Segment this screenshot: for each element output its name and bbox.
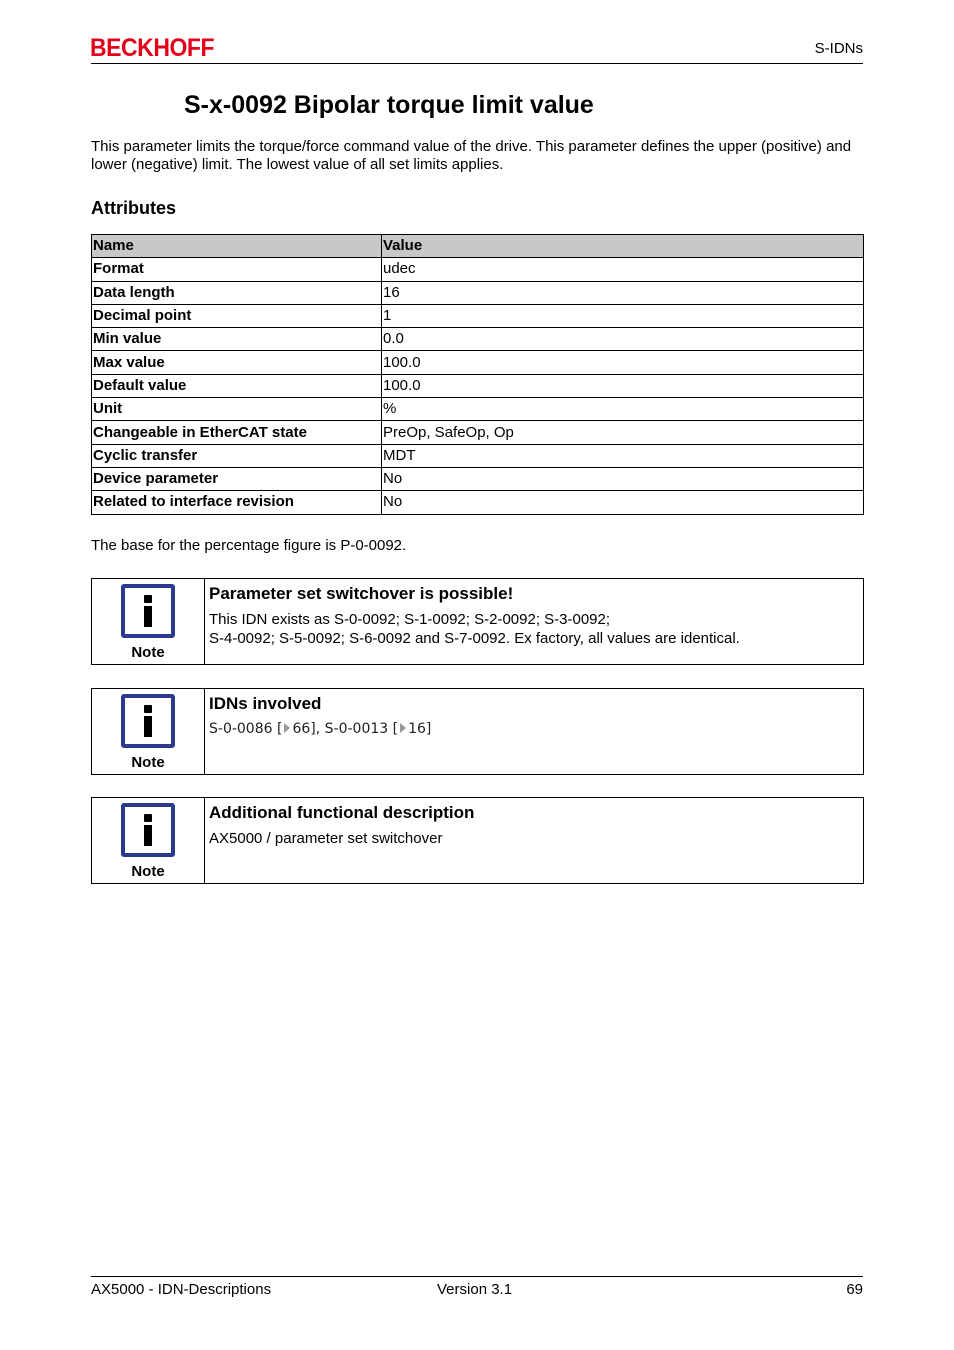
page-number: 69 bbox=[846, 1281, 863, 1298]
table-row bbox=[92, 467, 864, 490]
idn-ref-s-0-0013[interactable]: , S-0-0013 [ 16] bbox=[315, 721, 432, 737]
percentage-base-note: The base for the percentage figure is P-0-0092. bbox=[91, 537, 407, 554]
table-row bbox=[92, 351, 864, 374]
note-icon-cell bbox=[92, 798, 205, 883]
table-row bbox=[92, 491, 864, 514]
note-icon-cell bbox=[92, 579, 205, 664]
attribute-name: Format bbox=[92, 258, 382, 281]
attribute-value: udec bbox=[382, 258, 864, 281]
attribute-value: 1 bbox=[382, 304, 864, 327]
attribute-value: % bbox=[382, 398, 864, 421]
column-header-value: Value bbox=[382, 235, 864, 258]
attribute-name: Cyclic transfer bbox=[92, 444, 382, 467]
info-icon bbox=[121, 584, 175, 638]
table-row bbox=[92, 421, 864, 444]
footer-document-title: AX5000 - IDN-Descriptions bbox=[91, 1281, 272, 1298]
note-label: Note bbox=[131, 863, 165, 880]
intro-paragraph: This parameter limits the torque/force command value of the drive. This parameter defines the upper (positive) and lower (negative) limit. The lowest value of all set limits applies. bbox=[91, 138, 852, 173]
table-row bbox=[92, 398, 864, 421]
note-text-line: S-4-0092; S-5-0092; S-6-0092 and S-7-0092. Ex factory, all values are identical. bbox=[209, 630, 740, 647]
table-row bbox=[92, 328, 864, 351]
note-icon-cell bbox=[92, 689, 205, 774]
info-icon bbox=[121, 694, 175, 748]
idn-reference-list bbox=[209, 720, 857, 739]
attribute-value: 100.0 bbox=[382, 374, 864, 397]
attribute-name: Data length bbox=[92, 281, 382, 304]
note-label: Note bbox=[131, 644, 165, 661]
attribute-name: Changeable in EtherCAT state bbox=[92, 421, 382, 444]
attributes-table bbox=[91, 234, 864, 515]
note-parameter-set-switchover bbox=[91, 578, 864, 665]
attribute-name: Max value bbox=[92, 351, 382, 374]
beckhoff-logo: BECKHOFF bbox=[90, 34, 215, 62]
attribute-name: Related to interface revision bbox=[92, 491, 382, 514]
triangle-right-icon bbox=[400, 723, 406, 733]
column-header-name: Name bbox=[92, 235, 382, 258]
attribute-value: No bbox=[382, 467, 864, 490]
info-icon bbox=[121, 803, 175, 857]
note-title: Additional functional description bbox=[209, 803, 475, 822]
triangle-right-icon bbox=[284, 723, 290, 733]
note-title: IDNs involved bbox=[209, 694, 322, 713]
attribute-value: MDT bbox=[382, 444, 864, 467]
table-header-row bbox=[92, 235, 864, 258]
note-label: Note bbox=[131, 754, 165, 771]
note-content bbox=[209, 584, 857, 648]
table-row bbox=[92, 258, 864, 281]
note-idns-involved bbox=[91, 688, 864, 775]
table-row bbox=[92, 374, 864, 397]
attribute-name: Device parameter bbox=[92, 467, 382, 490]
section-label: S-IDNs bbox=[814, 40, 863, 57]
header-divider bbox=[91, 63, 863, 64]
idn-ref-s-0-0086[interactable]: S-0-0086 [ 66] bbox=[209, 721, 316, 737]
note-content bbox=[209, 694, 857, 739]
note-additional-description bbox=[91, 797, 864, 884]
attribute-name: Min value bbox=[92, 328, 382, 351]
table-row bbox=[92, 281, 864, 304]
attribute-value: 0.0 bbox=[382, 328, 864, 351]
attribute-value: No bbox=[382, 491, 864, 514]
attribute-value: 100.0 bbox=[382, 351, 864, 374]
attribute-name: Unit bbox=[92, 398, 382, 421]
attributes-heading: Attributes bbox=[91, 198, 176, 218]
footer-divider bbox=[91, 1276, 863, 1277]
attribute-name: Default value bbox=[92, 374, 382, 397]
attribute-value: PreOp, SafeOp, Op bbox=[382, 421, 864, 444]
note-text-line: This IDN exists as S-0-0092; S-1-0092; S-2-0092; S-3-0092; bbox=[209, 611, 611, 628]
attribute-name: Decimal point bbox=[92, 304, 382, 327]
note-content bbox=[209, 803, 857, 848]
attribute-value: 16 bbox=[382, 281, 864, 304]
note-title: Parameter set switchover is possible! bbox=[209, 584, 514, 603]
page-title: S-x-0092 Bipolar torque limit value bbox=[184, 91, 594, 119]
table-row bbox=[92, 304, 864, 327]
footer-version: Version 3.1 bbox=[437, 1281, 513, 1298]
table-row bbox=[92, 444, 864, 467]
note-text-line: AX5000 / parameter set switchover bbox=[209, 830, 443, 847]
